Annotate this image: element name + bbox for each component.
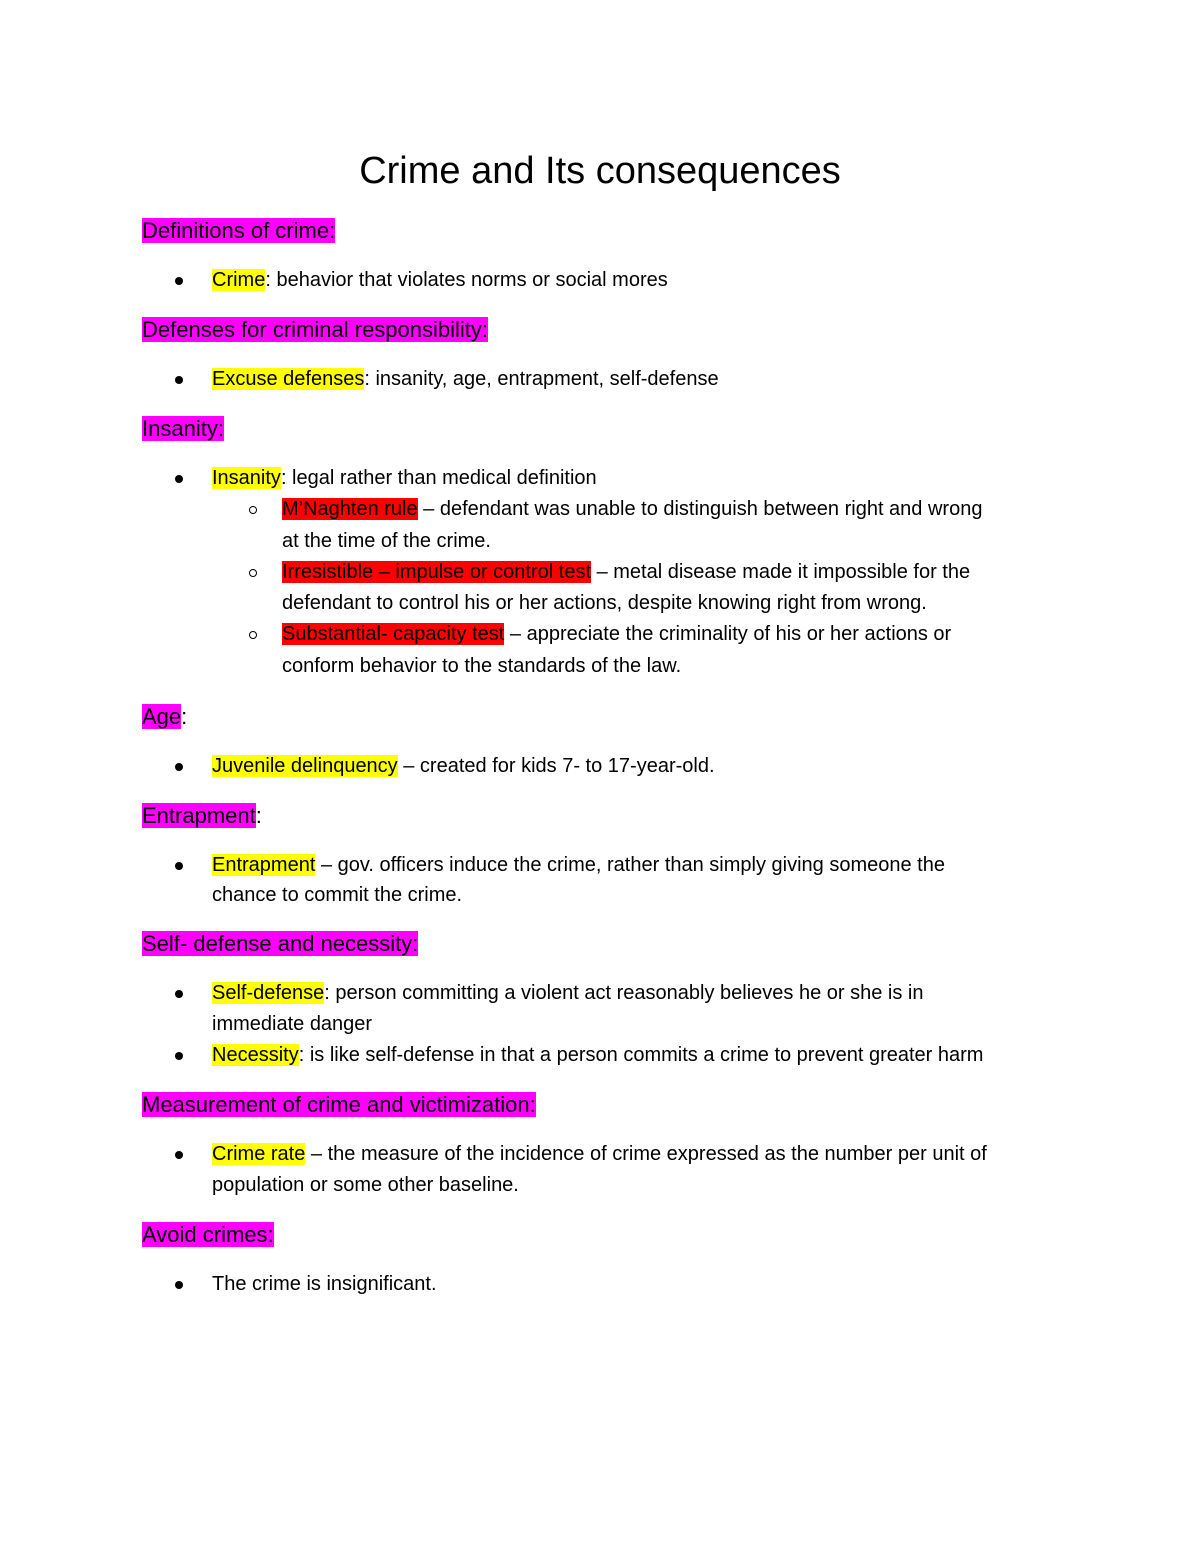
sub-list-item-continuation: conform behavior to the standards of the law. [282, 655, 682, 677]
section-heading-self-defense: Self- defense and necessity: [142, 931, 419, 956]
section-heading-measurement: Measurement of crime and victimization: [142, 1092, 536, 1117]
hollow-bullet-icon [249, 631, 257, 639]
sub-list-item-continuation: at the time of the crime. [282, 530, 491, 552]
bullet-icon [175, 1151, 183, 1159]
section-heading-defenses: Defenses for criminal responsibility: [142, 317, 489, 342]
list-item-continuation: population or some other baseline. [212, 1174, 519, 1196]
bullet-icon [175, 763, 183, 771]
section-heading-definitions: Definitions of crime: [142, 218, 336, 243]
list-item: Crime: behavior that violates norms or social mores [212, 269, 668, 291]
sub-list-item: M’Naghten rule – defendant was unable to distinguish between right and wrong [282, 498, 983, 520]
bullet-icon [175, 277, 183, 285]
list-item: Entrapment – gov. officers induce the crime, rather than simply giving someone the [212, 854, 945, 876]
sub-list-item-continuation: defendant to control his or her actions, despite knowing right from wrong. [282, 592, 927, 614]
list-item-continuation: immediate danger [212, 1013, 373, 1035]
sub-list-item: Substantial- capacity test – appreciate the criminality of his or her actions or [282, 623, 952, 645]
list-item: Crime rate – the measure of the incidence of crime expressed as the number per unit of [212, 1143, 987, 1165]
list-item: Necessity: is like self-defense in that a person commits a crime to prevent greater harm [212, 1044, 984, 1066]
sub-list-item: Irresistible – impulse or control test – metal disease made it impossible for the [282, 561, 971, 583]
bullet-icon [175, 376, 183, 384]
list-item-continuation: chance to commit the crime. [212, 884, 463, 906]
section-heading-avoid: Avoid crimes: [142, 1222, 274, 1247]
list-item: Insanity: legal rather than medical definition [212, 467, 597, 489]
list-item: The crime is insignificant. [212, 1273, 437, 1295]
page-title: Crime and Its consequences [359, 150, 841, 192]
bullet-icon [175, 862, 183, 870]
list-item: Excuse defenses: insanity, age, entrapment, self-defense [212, 368, 719, 390]
list-item: Juvenile delinquency – created for kids 7- to 17-year-old. [212, 755, 715, 777]
section-heading-entrapment: Entrapment: [142, 803, 262, 828]
bullet-icon [175, 1281, 183, 1289]
list-item: Self-defense: person committing a violent act reasonably believes he or she is in [212, 982, 924, 1004]
bullet-icon [175, 990, 183, 998]
bullet-icon [175, 1052, 183, 1060]
section-heading-insanity: Insanity: [142, 416, 224, 441]
section-heading-age: Age: [142, 704, 188, 729]
hollow-bullet-icon [249, 569, 257, 577]
hollow-bullet-icon [249, 506, 257, 514]
bullet-icon [175, 475, 183, 483]
